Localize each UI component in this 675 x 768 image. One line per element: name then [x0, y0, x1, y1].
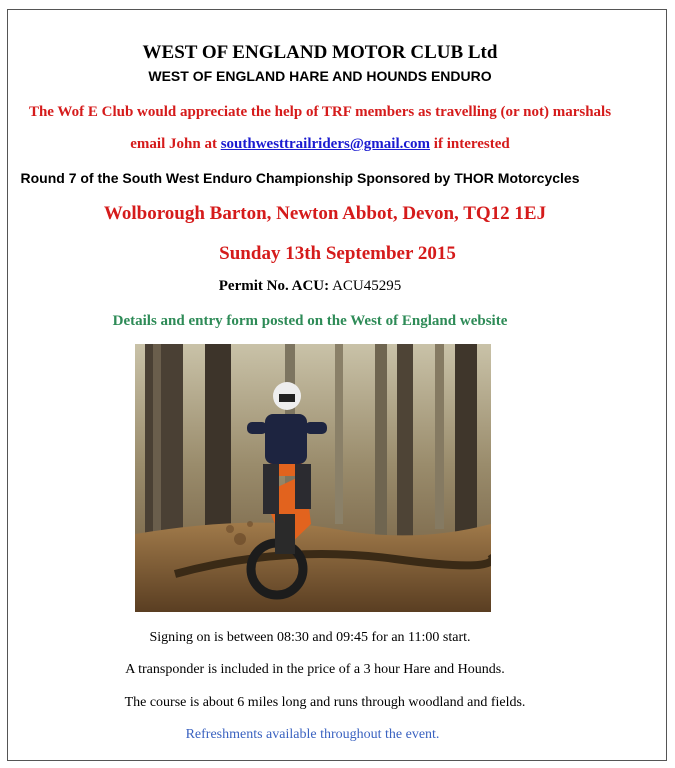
email-line: [0, 136, 640, 153]
refreshments-text: Refreshments available throughout the event.: [185, 727, 440, 742]
venue-line: Wolborough Barton, Newton Abbot, Devon, TQ12 1EJ: [103, 203, 547, 224]
permit-number: ACU45295: [332, 278, 402, 294]
championship-line: Round 7 of the South West Enduro Championship Sponsored by THOR Motorcycles: [20, 170, 580, 186]
event-title: WEST OF ENGLAND HARE AND HOUNDS ENDURO: [148, 68, 492, 84]
signing-on-text: Signing on is between 08:30 and 09:45 for an 11:00 start.: [149, 630, 471, 645]
enduro-rider-photo: [135, 344, 491, 612]
event-date: Sunday 13th September 2015: [219, 243, 456, 264]
email-suffix: if interested: [433, 136, 510, 152]
marshal-appeal: The Wof E Club would appreciate the help of TRF members as travelling (or not) marshals: [28, 104, 612, 120]
details-line: Details and entry form posted on the West of England website: [112, 313, 508, 329]
transponder-text: A transponder is included in the price of a 3 hour Hare and Hounds.: [125, 662, 505, 677]
course-text: The course is about 6 miles long and runs through woodland and fields.: [124, 695, 526, 710]
permit-label: Permit No. ACU:: [218, 278, 330, 294]
email-link[interactable]: southwesttrailriders@gmail.com: [220, 136, 431, 152]
rider-illustration: [135, 344, 491, 612]
email-prefix: email John at: [130, 136, 217, 152]
club-title: WEST OF ENGLAND MOTOR CLUB Ltd: [142, 42, 498, 63]
permit-line: [0, 278, 620, 295]
